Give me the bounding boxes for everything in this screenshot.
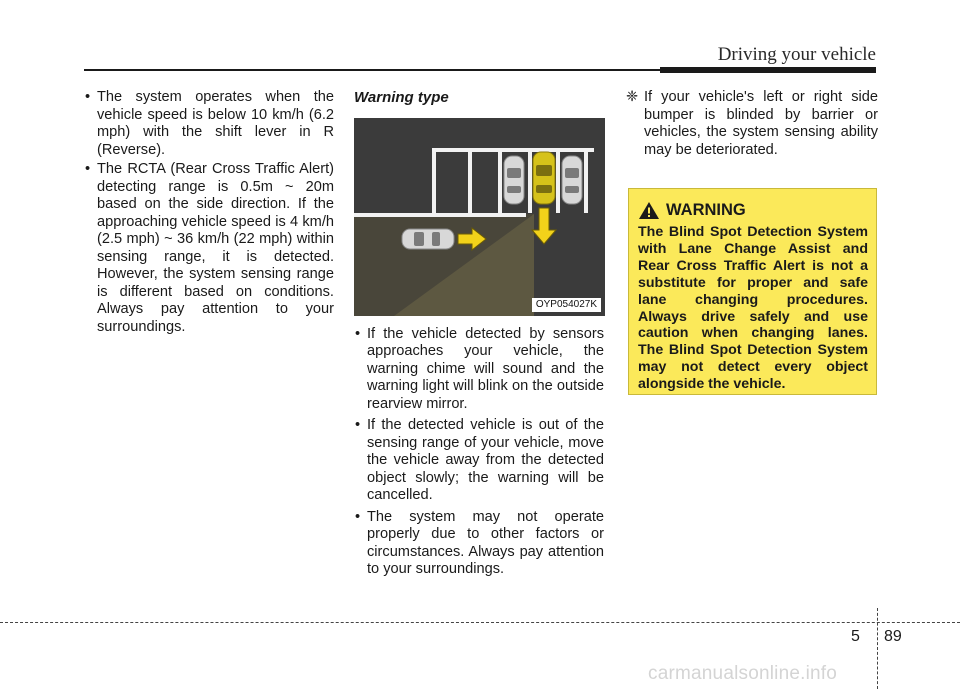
bullet-item: • If the detected vehicle is out of the sensing range of your vehicle, move the vehicle away from the detected object slowly; the warning will be cancelled. <box>354 417 604 505</box>
parking-lot-diagram <box>354 118 605 316</box>
footer-rule <box>0 622 960 623</box>
warning-type-heading: Warning type <box>354 89 449 106</box>
warning-title <box>638 201 868 220</box>
footer-divider <box>877 608 878 689</box>
own-car-icon <box>533 152 555 204</box>
header-rule <box>84 69 660 71</box>
figure-code: OYP054027K <box>532 298 601 312</box>
bullet-item: • The system operates when the vehicle speed is below 10 km/h (6.2 mph) with the shift lever in R (Reverse). <box>84 89 334 159</box>
note-text: If your vehicle's left or right side bumper is blinded by barrier or vehicles, the system sensing ability may be deteriorated. <box>644 89 878 158</box>
chapter-number: 5 <box>851 628 860 645</box>
watermark: carmanualsonline.info <box>648 663 838 684</box>
left-column <box>84 89 334 338</box>
page-number: 89 <box>884 628 902 645</box>
warning-title-text: WARNING <box>666 201 746 219</box>
warning-box <box>628 188 877 395</box>
approaching-car-icon <box>402 229 454 249</box>
parked-car-icon <box>562 156 582 204</box>
middle-column <box>354 89 604 583</box>
header-rule-thick <box>660 67 876 73</box>
bullet-item: • If the vehicle detected by sensors approaches your vehicle, the warning chime will sound and the warning light will blink on the outside rearview mirror. <box>354 326 604 414</box>
warning-triangle-icon <box>638 201 660 220</box>
rcta-illustration <box>354 118 605 316</box>
bullet-item: • The RCTA (Rear Cross Traffic Alert) detecting range is 0.5m ~ 20m based on the side direction. If the approaching vehicle speed is 4 km/h (2.5 mph) ~ 36 km/h (22 mph) within sensing range, it is detected. However, the system sensing range is different based on conditions. Always pay attention to your surroundings. <box>84 161 334 336</box>
note-paragraph <box>626 89 878 159</box>
warning-body: The Blind Spot Detection System with Lane Change Assist and Rear Cross Traffic Alert is not a substitute for proper and safe lane changing procedures. Always drive safely and use caution when changing lanes. The Blind Spot Detection System may not detect every object alongside the vehicle. <box>638 224 868 393</box>
section-title: Driving your vehicle <box>717 44 876 65</box>
bullet-item: • The system may not operate properly due to other factors or circumstances. Always pay attention to your surroundings. <box>354 509 604 579</box>
parked-car-icon <box>504 156 524 204</box>
note-symbol-icon: ❈ <box>626 89 639 105</box>
right-column <box>626 89 878 159</box>
